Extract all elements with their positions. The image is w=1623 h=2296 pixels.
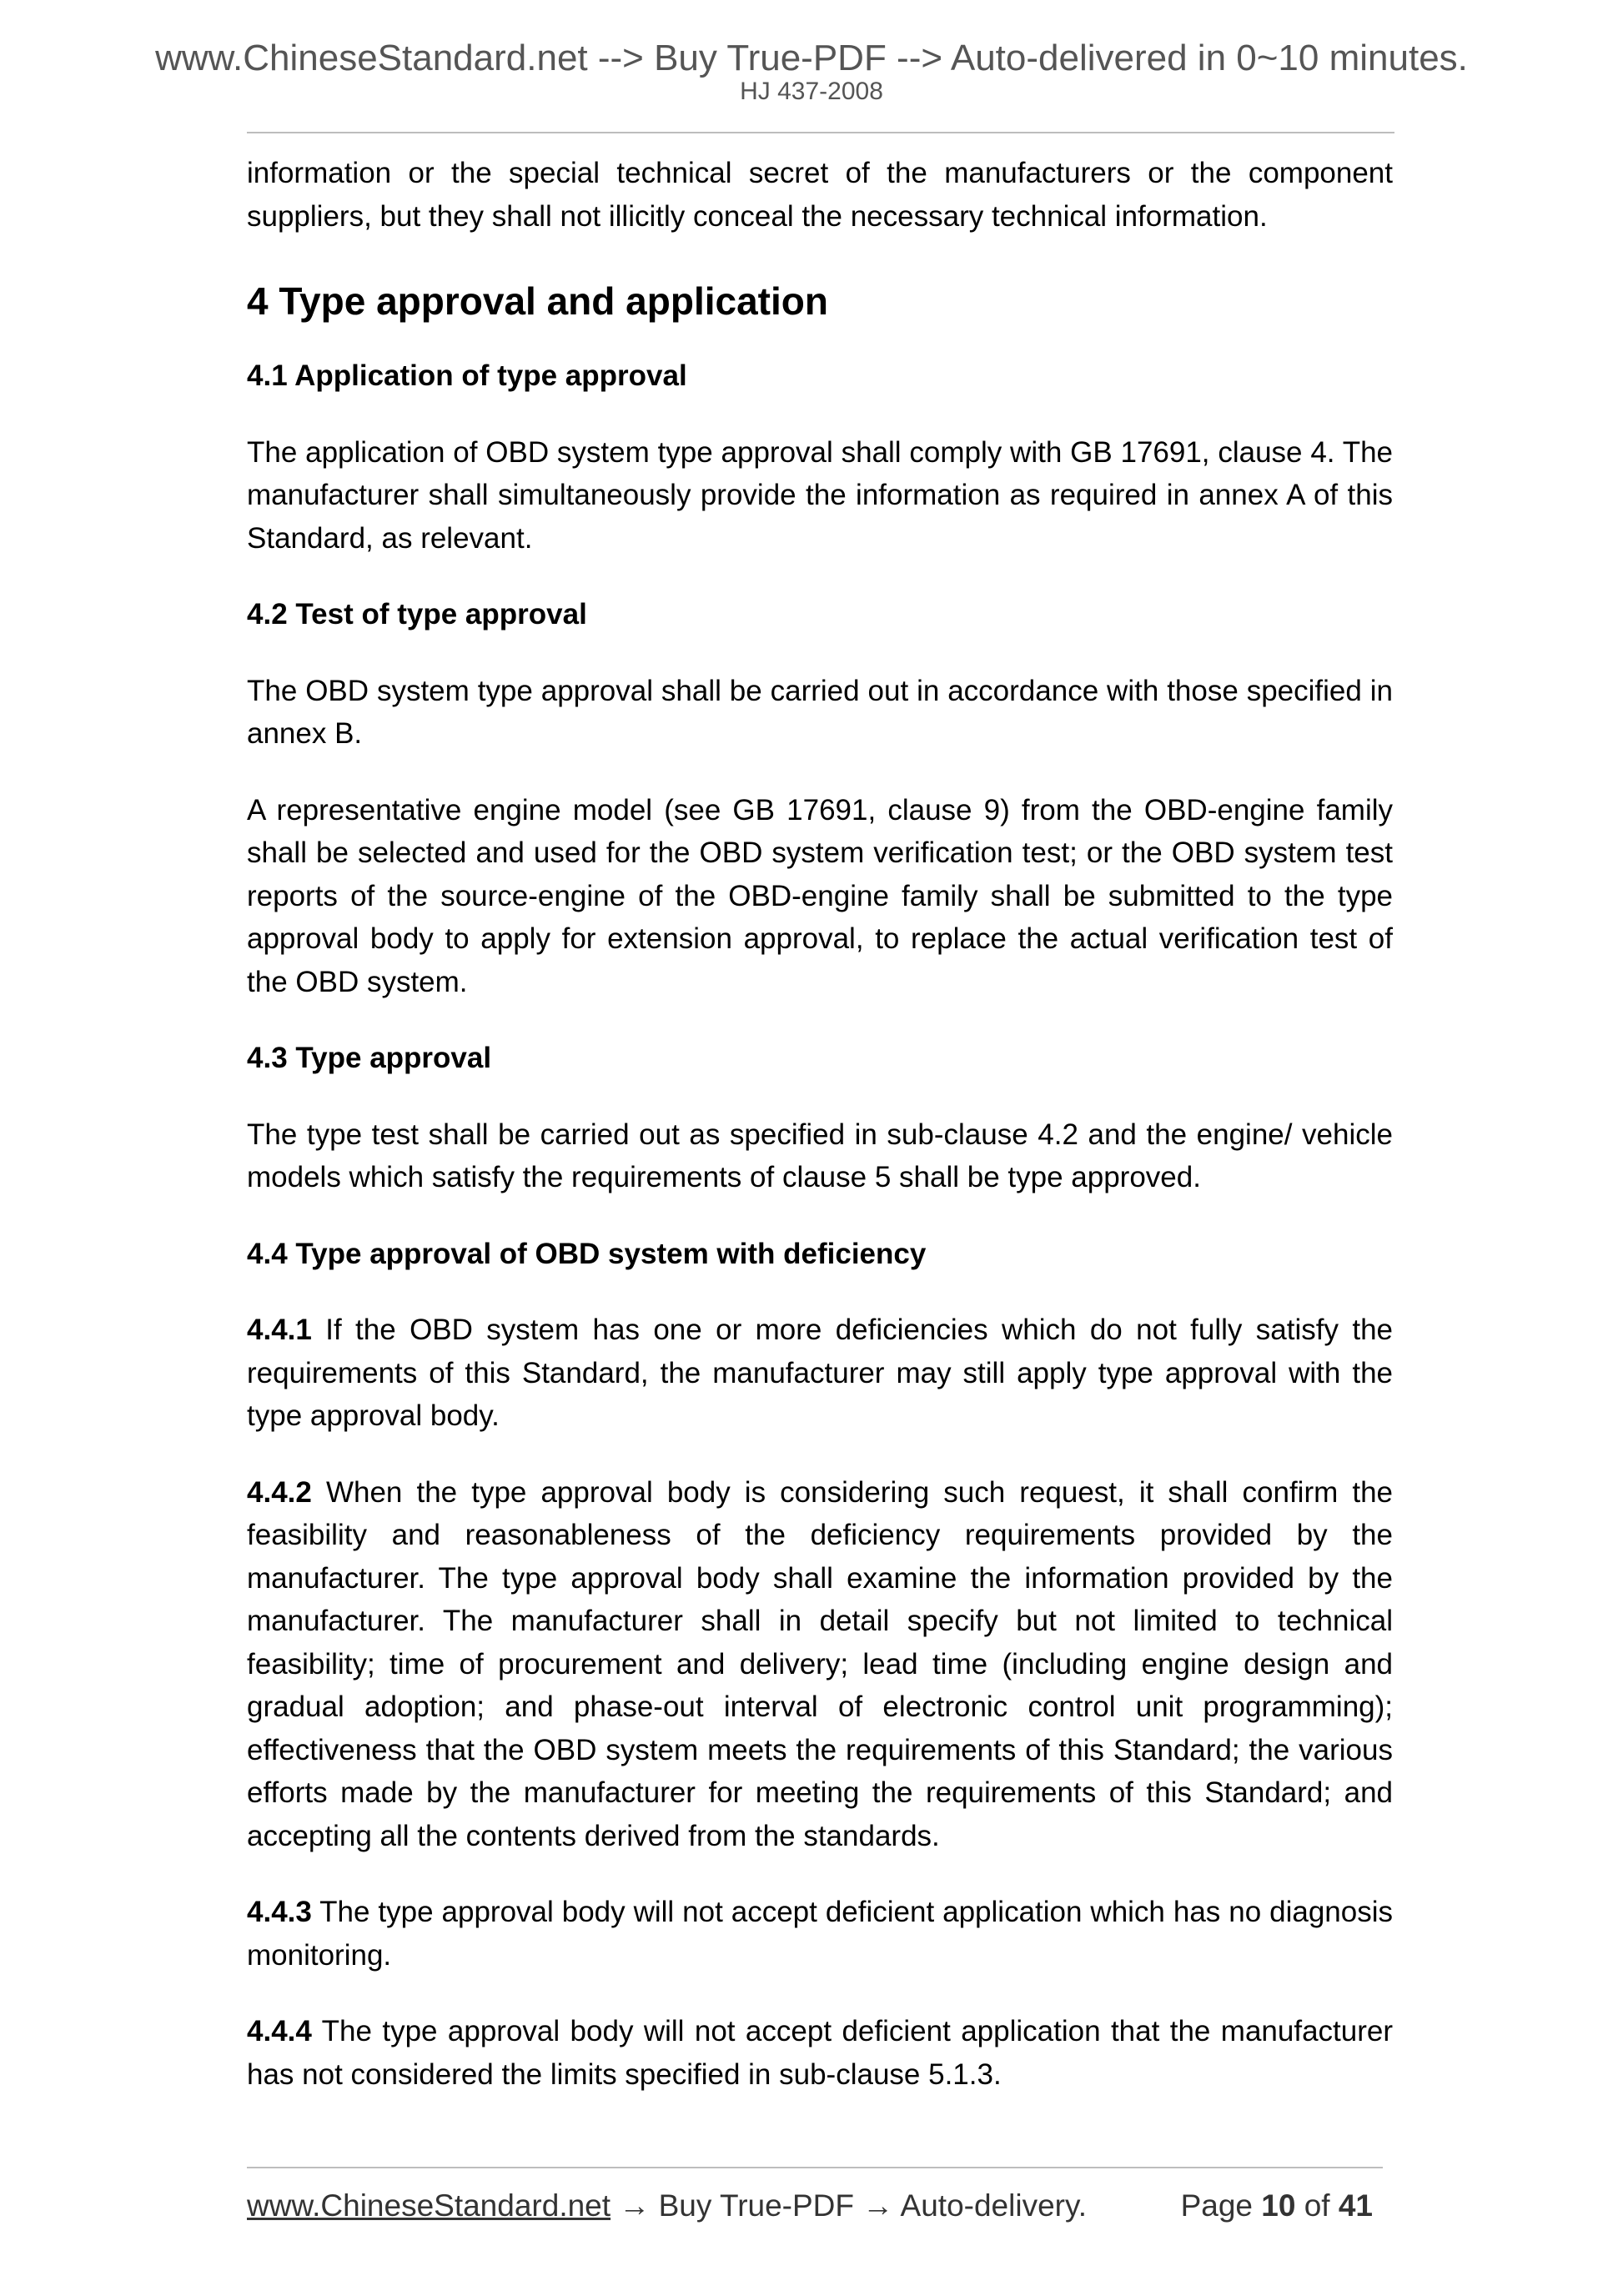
subsection-heading-4-1: 4.1 Application of type approval [247, 359, 687, 392]
paragraph-4-2-a: The OBD system type approval shall be carried out in accordance with those specified in annex B. [247, 674, 1393, 750]
paragraph-4-2-b: A representative engine model (see GB 17691, clause 9) from the OBD-engine family shall be selected and used for the OBD system verification test; or the OBD system test reports of the source-engine of the OBD-engine family shall be submitted to the type approval body to apply for extension approval, to replace the actual verification test of the OBD system. [247, 793, 1393, 998]
clause-text: If the OBD system has one or more deficiencies which do not fully satisfy the requirements of this Standard, the manufacturer may still apply type approval with the type approval body. [247, 1314, 1393, 1432]
document-code: HJ 437-2008 [740, 78, 883, 105]
clause-number: 4.4.3 [247, 1896, 312, 1928]
of-label: of [1304, 2188, 1330, 2223]
footer-link[interactable]: www.ChineseStandard.net [247, 2188, 611, 2223]
clause-4-4-2 [247, 1471, 1393, 1858]
footer-promo [247, 2185, 1087, 2227]
continued-paragraph: information or the special technical secret of the manufacturers or the component suppliers, but they shall not illicitly conceal the necessary technical information. [247, 157, 1393, 233]
page-counter [1181, 2185, 1373, 2227]
clause-text: When the type approval body is considering such request, it shall confirm the feasibility and reasonableness of the deficiency requirements provided by the manufacturer. The type approval body shall examine the information provided by the manufacturer. The manufacturer shall in detail specify but not limited to technical feasibility; time of procurement and delivery; lead time (including engine design and gradual adoption; and phase-out interval of electronic control unit programming); effectiveness that the OBD system meets the requirements of this Standard; the various efforts made by the manufacturer for meeting the requirements of this Standard; and accepting all the contents derived from the standards. [247, 1475, 1393, 1852]
section-heading-4: 4 Type approval and application [247, 279, 828, 323]
paragraph-4-3: The type test shall be carried out as specified in sub-clause 4.2 and the engine/ vehicle models which satisfy the requirements of clause 5 shall be type approved. [247, 1118, 1393, 1193]
arrow-right-icon: → [862, 2188, 894, 2223]
arrow-right-icon: → [619, 2188, 651, 2223]
clause-4-4-4 [247, 2010, 1393, 2096]
subsection-heading-4-4: 4.4 Type approval of OBD system with deficiency [247, 1237, 927, 1270]
footer-delivery-text: Auto-delivery. [900, 2188, 1088, 2223]
footer-divider [247, 2167, 1383, 2168]
page-content [247, 152, 1393, 2096]
clause-number: 4.4.1 [247, 1314, 312, 1346]
clause-number: 4.4.2 [247, 1475, 312, 1509]
page-footer [247, 2185, 1383, 2227]
clause-4-4-3 [247, 1891, 1393, 1977]
top-banner[interactable]: www.ChineseStandard.net --> Buy True-PDF --> Auto-delivered in 0~10 minutes. [155, 38, 1468, 78]
clause-text: The type approval body will not accept deficient application which has no diagnosis monitoring. [247, 1896, 1393, 1972]
subsection-heading-4-2: 4.2 Test of type approval [247, 598, 587, 631]
page-number: 10 [1261, 2188, 1296, 2223]
clause-4-4-1 [247, 1309, 1393, 1438]
subsection-heading-4-3: 4.3 Type approval [247, 1042, 492, 1074]
header-divider [247, 132, 1394, 133]
page-label: Page [1180, 2188, 1253, 2223]
paragraph-4-1: The application of OBD system type approval shall comply with GB 17691, clause 4. The manufacturer shall simultaneously provide the information as required in annex A of this Standard, as relevant. [247, 435, 1393, 555]
clause-number: 4.4.4 [247, 2015, 312, 2047]
clause-text: The type approval body will not accept deficient application that the manufacturer has not considered the limits specified in sub-clause 5.1.3. [247, 2015, 1393, 2091]
total-pages: 41 [1338, 2188, 1373, 2223]
footer-buy-text: Buy True-PDF [658, 2188, 855, 2223]
